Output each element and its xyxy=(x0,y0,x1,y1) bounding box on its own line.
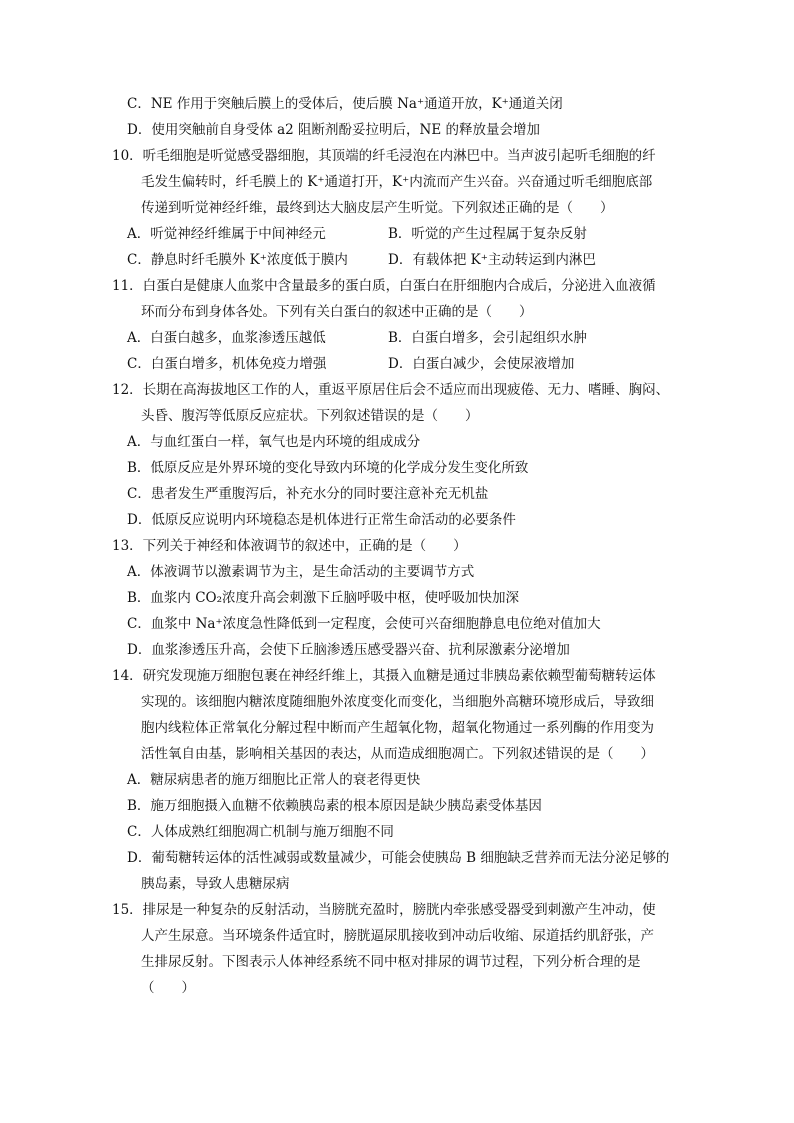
q10-stem-line1: 10．听毛细胞是听觉感受器细胞，其顶端的纤毛浸泡在内淋巴中。当声波引起听毛细胞的纤 xyxy=(112,148,656,164)
q14-stem-line1: 14．研究发现施万细胞包裹在神经纤维上，其摄入血糖是通过非胰岛素依赖型葡萄糖转运体 xyxy=(112,668,656,684)
q14-stem-line2: 实现的。该细胞内糖浓度随细胞外浓度变化而变化，当细胞外高糖环境形成后，导致细 xyxy=(141,694,654,710)
q15-stem-line2: 人产生尿意。当环境条件适宜时，膀胱逼尿肌接收到冲动后收缩、尿道括约肌舒张，产 xyxy=(141,928,654,944)
q13-option-c: C．血浆中 Na⁺浓度急性降低到一定程度，会使可兴奋细胞静息电位绝对值加大 xyxy=(127,616,601,632)
q12-option-a: A．与血红蛋白一样，氧气也是内环境的组成成分 xyxy=(127,434,421,450)
q14-option-d-line1: D．葡萄糖转运体的活性减弱或数量减少，可能会使胰岛 B 细胞缺乏营养而无法分泌足够的 xyxy=(127,850,670,866)
q11-option-b: B．白蛋白增多，会引起组织水肿 xyxy=(388,330,587,346)
q14-option-d-line2: 胰岛素，导致人患糖尿病 xyxy=(141,876,290,892)
q11-option-c: C．白蛋白增多，机体免疫力增强 xyxy=(127,356,327,372)
q14-option-b: B．施万细胞摄入血糖不依赖胰岛素的根本原因是缺少胰岛素受体基因 xyxy=(127,798,542,814)
q11-option-d: D．白蛋白减少，会使尿液增加 xyxy=(388,356,575,372)
q14-option-a: A．糖尿病患者的施万细胞比正常人的衰老得更快 xyxy=(127,772,421,788)
q10-option-b: B．听觉的产生过程属于复杂反射 xyxy=(388,226,587,242)
q12-option-c: C．患者发生严重腹泻后，补充水分的同时要注意补充无机盐 xyxy=(127,486,489,502)
q11-stem-line2: 环而分布到身体各处。下列有关白蛋白的叙述中正确的是（ ） xyxy=(141,304,533,320)
q13-stem: 13．下列关于神经和体液调节的叙述中，正确的是（ ） xyxy=(112,538,467,554)
q15-stem-line3: 生排尿反射。下图表示人体神经系统不同中枢对排尿的调节过程，下列分析合理的是 xyxy=(141,954,641,970)
q12-option-b: B．低原反应是外界环境的变化导致内环境的化学成分发生变化所致 xyxy=(127,460,529,476)
q9-option-d: D．使用突触前自身受体 a2 阻断剂酚妥拉明后，NE 的释放量会增加 xyxy=(127,122,541,138)
q11-option-a: A．白蛋白越多，血浆渗透压越低 xyxy=(127,330,326,346)
q10-option-a: A．听觉神经纤维属于中间神经元 xyxy=(127,226,326,242)
q10-option-c: C．静息时纤毛膜外 K⁺浓度低于膜内 xyxy=(127,252,348,268)
q12-stem-line2: 头昏、腹泻等低原反应症状。下列叙述错误的是（ ） xyxy=(141,408,479,424)
q10-stem-line2: 毛发生偏转时，纤毛膜上的 K⁺通道打开，K⁺内流而产生兴奋。兴奋通过听毛细胞底部 xyxy=(141,174,653,190)
q14-stem-line3: 胞内线粒体正常氧化分解过程中断而产生超氧化物，超氧化物通过一系列酶的作用变为 xyxy=(141,720,654,736)
q14-option-c: C．人体成熟红细胞凋亡机制与施万细胞不同 xyxy=(127,824,394,840)
q9-option-c: C．NE 作用于突触后膜上的受体后，使后膜 Na⁺通道开放，K⁺通道关闭 xyxy=(127,96,563,112)
q13-option-a: A．体液调节以激素调节为主，是生命活动的主要调节方式 xyxy=(127,564,475,580)
q10-option-d: D．有载体把 K⁺主动转运到内淋巴 xyxy=(388,252,596,268)
q13-option-d: D．血浆渗透压升高，会使下丘脑渗透压感受器兴奋、抗利尿激素分泌增加 xyxy=(127,642,570,658)
q15-stem-line1: 15．排尿是一种复杂的反射活动，当膀胱充盈时，膀胱内牵张感受器受到刺激产生冲动，使 xyxy=(112,902,656,918)
q10-stem-line3: 传递到听觉神经纤维，最终到达大脑皮层产生听觉。下列叙述正确的是（ ） xyxy=(141,200,614,216)
q11-stem-line1: 11．白蛋白是健康人血浆中含量最多的蛋白质，白蛋白在肝细胞内合成后，分泌进入血液循 xyxy=(112,278,656,294)
q12-stem-line1: 12．长期在高海拔地区工作的人，重返平原居住后会不适应而出现疲倦、无力、嗜睡、胸闷、 xyxy=(112,382,670,398)
q15-stem-line4: （ ） xyxy=(141,980,195,996)
q12-option-d: D．低原反应说明内环境稳态是机体进行正常生命活动的必要条件 xyxy=(127,512,516,528)
q14-stem-line4: 活性氧自由基，影响相关基因的表达，从而造成细胞凋亡。下列叙述错误的是（ ） xyxy=(141,746,654,762)
q13-option-b: B．血浆内 CO₂浓度升高会刺激下丘脑呼吸中枢，使呼吸加快加深 xyxy=(127,590,520,606)
